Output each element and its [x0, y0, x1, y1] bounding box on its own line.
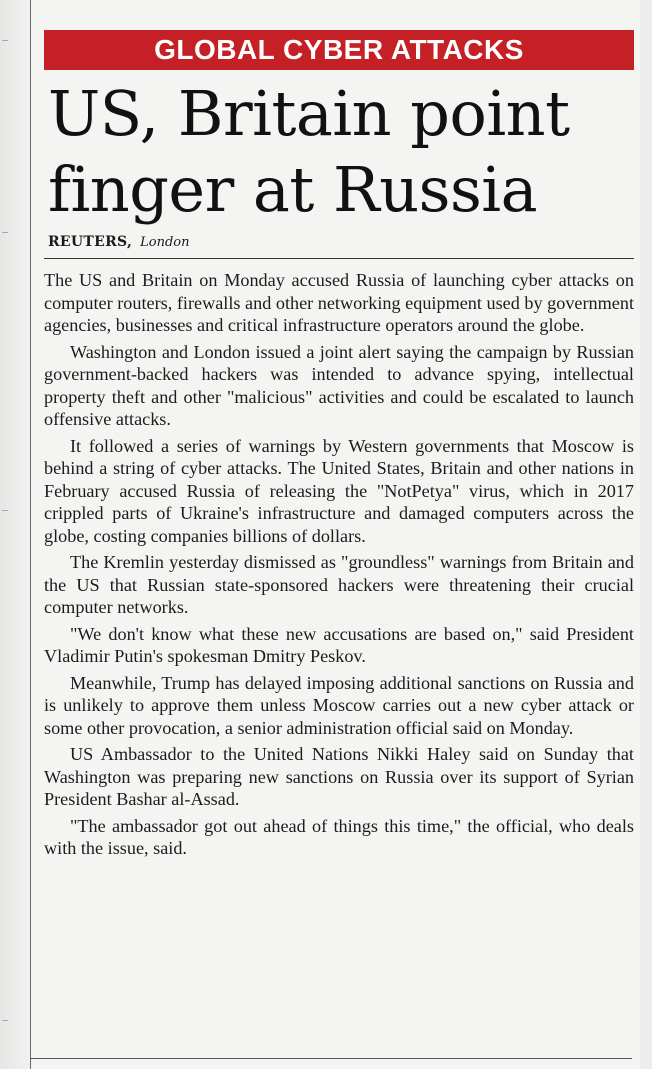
article-paragraph: Meanwhile, Trump has delayed imposing additional sanctions on Russia and is unlikely to approve them unless Moscow carries out a new cyber attack or some other provocation, a senior administration official said on Monday. [44, 672, 634, 738]
adjacent-column-edge [0, 0, 30, 1069]
byline-dateline: London [140, 235, 190, 250]
news-article [44, 30, 634, 864]
print-fleck [2, 40, 8, 41]
print-fleck [2, 1020, 8, 1021]
byline [48, 234, 634, 250]
section-kicker [44, 30, 634, 70]
article-paragraph: The Kremlin yesterday dismissed as "groundless" warnings from Britain and the US that Russian state-sponsored hackers were threatening their crucial computer networks. [44, 552, 634, 617]
byline-agency: REUTERS, [48, 234, 133, 250]
page-margin [640, 0, 652, 1069]
bottom-divider [30, 1058, 632, 1059]
byline-divider [44, 258, 634, 259]
article-paragraph: "The ambassador got out ahead of things this time," the official, who deals with the issue, said. [44, 815, 634, 858]
column-rule [30, 0, 31, 1069]
kicker-label: GLOBAL CYBER ATTACKS [154, 34, 524, 65]
article-paragraph: Washington and London issued a joint alert saying the campaign by Russian government-backed hackers was intended to advance spying, intellectual property theft and other "malicious" activities and could be escalated to launch offensive attacks. [44, 341, 634, 429]
article-body [44, 269, 634, 860]
article-paragraph: "We don't know what these new accusations are based on," said President Vladimir Putin's spokesman Dmitry Peskov. [44, 623, 634, 666]
article-paragraph: US Ambassador to the United Nations Nikki Haley said on Sunday that Washington was preparing new sanctions on Russia over its support of Syrian President Bashar al-Assad. [44, 744, 634, 809]
print-fleck [2, 232, 8, 233]
article-paragraph: It followed a series of warnings by Western governments that Moscow is behind a string of cyber attacks. The United States, Britain and other nations in February accused Russia of releasing the "NotPetya" virus, which in 2017 crippled parts of Ukraine's infrastructure and damaged computers across the globe, costing companies billions of dollars. [44, 435, 634, 546]
article-paragraph: The US and Britain on Monday accused Russia of launching cyber attacks on computer routers, firewalls and other networking equipment used by government agencies, businesses and critical infrastructure operators around the globe. [44, 270, 634, 335]
article-headline: US, Britain point finger at Russia [48, 77, 570, 226]
print-fleck [2, 510, 8, 511]
